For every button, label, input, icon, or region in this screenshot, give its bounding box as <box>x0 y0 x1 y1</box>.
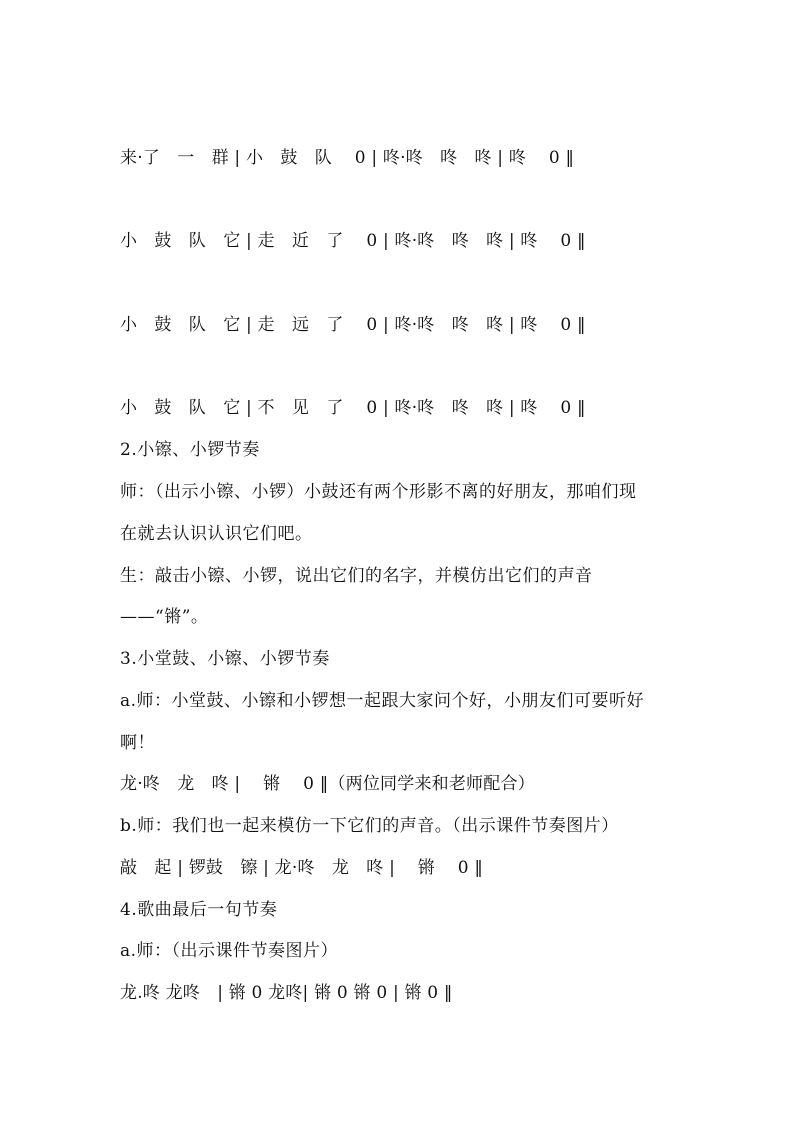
rhythm-line-5: 龙·咚 龙 咚 | 锵 0 ‖（两位同学来和老师配合） <box>120 774 535 794</box>
section-heading-3: 3.小堂鼓、小镲、小锣节奏 <box>120 649 330 669</box>
paragraph-line: ——“锵”。 <box>120 607 209 627</box>
paragraph-line: 师：（出示小镲、小锣）小鼓还有两个形影不离的好朋友，那咱们现 <box>120 482 637 502</box>
rhythm-line-1: 来·了 一 群 | 小 鼓 队 0 | 咚·咚 咚 咚 | 咚 0 ‖ <box>120 148 575 168</box>
paragraph-line: 生：敲击小镲、小锣，说出它们的名字，并模仿出它们的声音 <box>120 566 593 586</box>
rhythm-line-7: 龙.咚 龙咚 | 锵 0 龙咚| 锵 0 锵 0 | 锵 0 ‖ <box>120 983 453 1003</box>
rhythm-line-2: 小 鼓 队 它 | 走 近 了 0 | 咚·咚 咚 咚 | 咚 0 ‖ <box>120 231 586 251</box>
paragraph-line: a.师：（出示课件节奏图片） <box>120 941 339 961</box>
section-heading-2: 2.小镲、小锣节奏 <box>120 440 260 460</box>
section-heading-4: 4.歌曲最后一句节奏 <box>120 900 278 920</box>
rhythm-line-3: 小 鼓 队 它 | 走 远 了 0 | 咚·咚 咚 咚 | 咚 0 ‖ <box>120 315 586 335</box>
paragraph-line: b.师：我们也一起来模仿一下它们的声音。（出示课件节奏图片） <box>120 816 619 836</box>
rhythm-line-4: 小 鼓 队 它 | 不 见 了 0 | 咚·咚 咚 咚 | 咚 0 ‖ <box>120 398 586 418</box>
paragraph-line: 在就去认识认识它们吧。 <box>120 524 313 544</box>
paragraph-line: 啊！ <box>120 733 155 753</box>
rhythm-line-6: 敲 起 | 锣鼓 镲 | 龙·咚 龙 咚 | 锵 0 ‖ <box>120 858 484 878</box>
paragraph-line: a.师：小堂鼓、小镲和小锣想一起跟大家问个好，小朋友们可要听好 <box>120 691 645 711</box>
